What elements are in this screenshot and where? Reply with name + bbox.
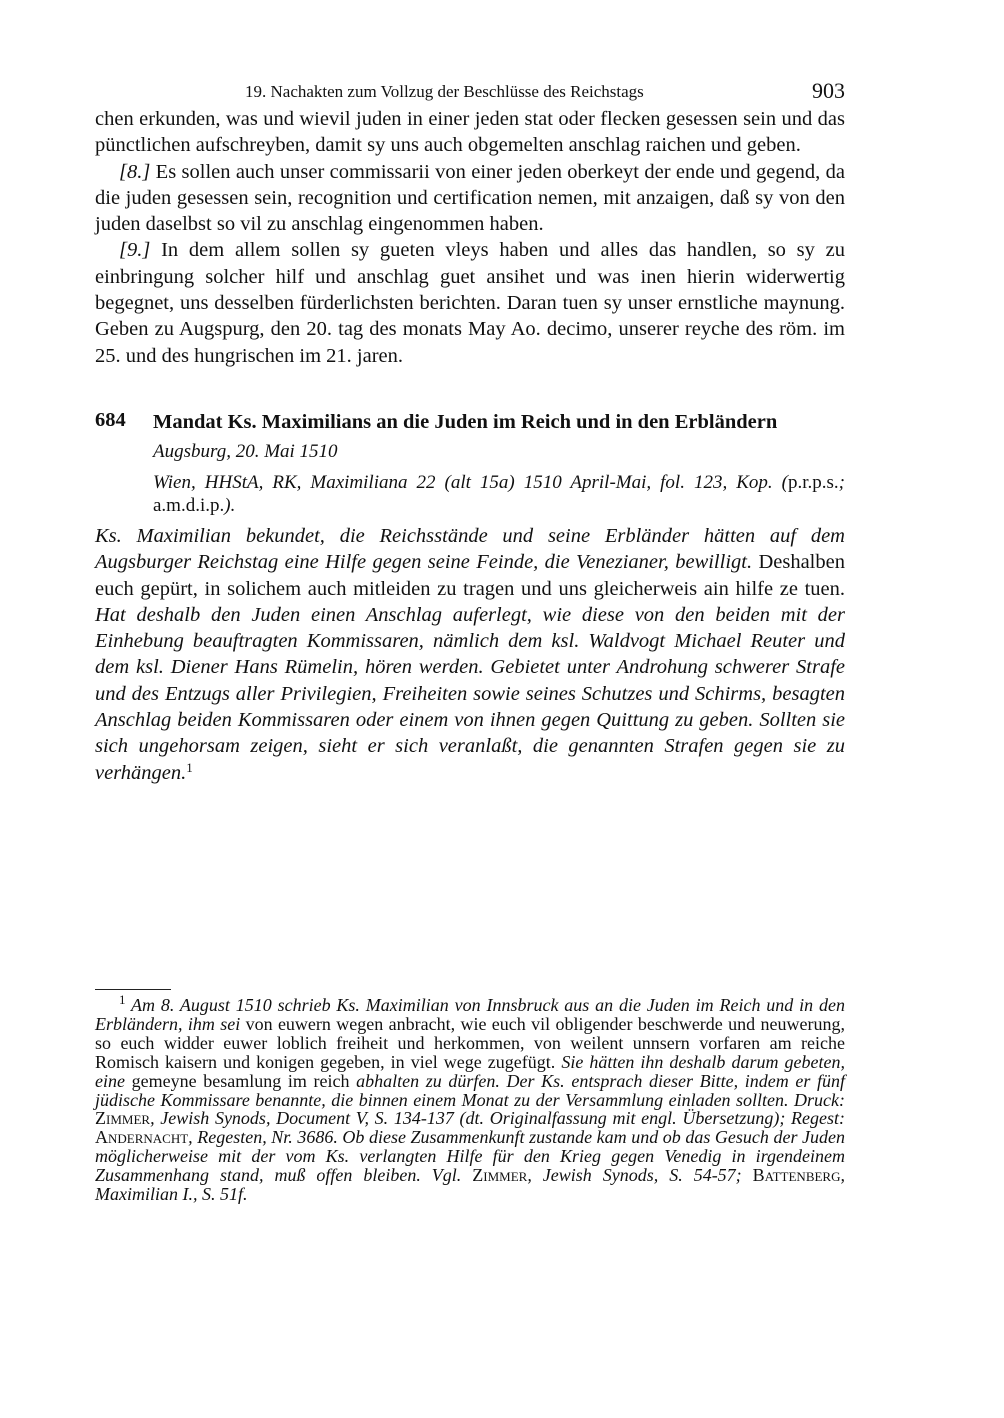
source-text: ;	[838, 471, 845, 493]
footnote-text: abhalten zu dürfen. Der Ks. entsprach dieser Bitte, indem er fünf jüdische Kommissare benannte, die binnen einem Monat zu der Versammlung einladen sollten. Druck:	[95, 1070, 845, 1110]
footnote-rule	[95, 989, 171, 990]
author-name: Zimmer	[95, 1108, 151, 1129]
footnote-text: , Jewish Synods, S. 54-57;	[527, 1165, 753, 1186]
author-name: Zimmer	[472, 1165, 528, 1186]
document-number: 684	[95, 408, 126, 431]
regest-summary: Ks. Maximilian bekundet, die Reichsstände und seine Erbländer hätten auf dem Augsburger Reichstag eine Hilfe gegen seine Feinde, die Venezianer, bewilligt.	[95, 524, 845, 574]
paragraph-number: [9.]	[119, 239, 151, 262]
footnote-paragraph	[95, 992, 845, 1205]
running-title: 19. Nachakten zum Vollzug der Beschlüsse des Reichstags	[245, 82, 644, 101]
footnote-number: 1	[119, 992, 126, 1007]
regest	[95, 523, 845, 786]
document-source	[153, 471, 845, 517]
footnote-text: , Maximilian I., S. 51f.	[95, 1165, 845, 1205]
body-text	[95, 106, 845, 369]
paragraph-continued: chen erkunden, was und wievil juden in einer jeden stat oder flecken gesessen sein und das pünctlichen aufschreyben, damit sy uns auch obgemelten anschlag raichen und geben.	[95, 108, 845, 157]
paragraph-text: In dem allem sollen sy gueten vleys haben und alles das handlen, so sy zu einbringung solcher hilf und anschlag guet ansihet und was inen hierin widerwertig begegnet, uns desselben fürderlichsten berichten. Daran tuen sy unser ernstliche maynung. Geben zu Augspurg, den 20. tag des monats May Ao. decimo, unserer reyche des röm. im 25. und des hungrischen im 21. jaren.	[95, 239, 845, 367]
paragraph-text: Es sollen auch unser commissarii von einer jeden oberkeyt der ende und gegend, da die juden gesessen sein, recognition und certification nemen, mit anzaigen, daß sy von den juden daselbst so vil zu anschlag eingenommen haben.	[95, 160, 845, 236]
running-head	[95, 78, 845, 106]
footnote-quote: gemeyne besamlung im reich	[124, 1070, 357, 1091]
regest-summary: Hat deshalb den Juden einen Anschlag auferlegt, wie diese von den beiden mit der Einhebung beauftragten Kommissaren, nämlich dem ksl. Waldvogt Michael Reuter und dem ksl. Diener Hans Rümelin, hören werden. Gebietet unter Androhung schwerer Strafe und des Entzugs aller Privilegien, Freiheiten sowie seines Schutzes und Schirms, besagten Anschlag beiden Kommissaren oder einem von ihnen gegen Quittung zu geben. Sollten sie sich ungehorsam zeigen, sieht er sich veranlaßt, die genannten Strafen gegen sie zu verhängen.	[95, 603, 845, 784]
page-number: 903	[812, 78, 845, 103]
footnote-quote: von euwern wegen anbracht, wie euch vil obligender beschwerde und neuwerung, so euch widder euwer loblich freiheit und herkommen, von weilent unnsern vorfaren am reiche Romisch kaisern und konigen gegeben, in viel wege zugefügt.	[95, 1013, 845, 1072]
author-name: Battenberg	[752, 1165, 841, 1186]
footnote-text: , Regesten, Nr. 3686. Ob diese Zusammenkunft zustande kam und ob das Gesuch der Juden möglicherweise mit der vom Ks. verlangten Hilfe für den Krieg gegen Venedig in irgendeinem Zusammenhang stand, muß offen bleiben. Vgl.	[95, 1127, 845, 1186]
document-heading	[95, 409, 845, 517]
footnote-text: , Jewish Synods, Document V, S. 134-137 (dt. Originalfassung mit engl. Übersetzung); Regest:	[150, 1108, 845, 1129]
footnote-text: Sie hätten ihn deshalb darum gebeten, eine	[95, 1051, 845, 1091]
regest-paragraph	[95, 523, 845, 786]
source-text: Wien, HHStA, RK, Maximiliana 22 (alt 15a) 1510 April-Mai, fol. 123, Kop. (	[153, 471, 788, 493]
source-abbrev: p.r.p.s.	[787, 471, 839, 493]
page	[95, 78, 845, 786]
source-abbrev: a.m.d.i.p.	[153, 494, 225, 516]
paragraph-number: [8.]	[119, 160, 151, 183]
paragraph-8	[95, 159, 845, 238]
document-date: Augsburg, 20. Mai 1510	[153, 440, 338, 462]
paragraph-9	[95, 237, 845, 368]
regest-quote: Deshalben euch gepürt, in solichem auch mitleiden zu tragen und uns gleicherweis ain hilfe ze tuen.	[95, 551, 845, 600]
footnote	[95, 992, 845, 1205]
author-name: Andernacht	[95, 1127, 189, 1148]
footnote-reference[interactable]: 1	[186, 759, 193, 775]
document-title: Mandat Ks. Maximilians an die Juden im Reich und in den Erbländern	[153, 410, 778, 433]
footnote-text: Am 8. August 1510 schrieb Ks. Maximilian von Innsbruck aus an die Juden im Reich und in den Erbländern, ihm sei	[95, 995, 845, 1034]
source-text: ).	[224, 494, 236, 516]
